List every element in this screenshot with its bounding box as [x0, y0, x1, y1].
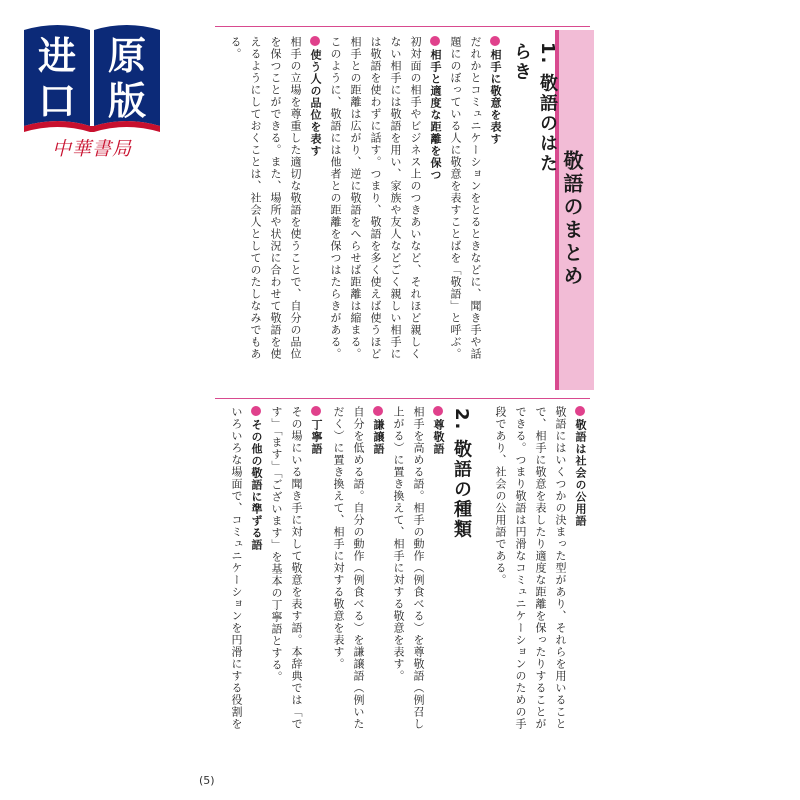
section2-intro-line3: できる。つまり敬語は円滑なコミュニケーションのための手	[514, 406, 527, 730]
section1-item2-line3: は敬語を使わずに話す。つまり、敬語を多く使えば使うほど	[369, 36, 382, 360]
section1-item3-line3: えるようにしておくことは、社会人としてのたしなみでもあ	[249, 36, 262, 360]
section1-item2-line4: 相手との距離は広がり、逆に敬語をへらせば距離は縮まる。	[349, 36, 362, 360]
page-number: (5)	[199, 774, 215, 787]
section1-item3-line2: を保つことができる。また、場所や状況に合わせて敬語を使	[269, 36, 282, 360]
section1-item3-head: 使う人の品位を表す	[305, 36, 325, 386]
section1-item3-line1: 相手の立場を尊重した適切な敬語を使うことで、自分の品位	[289, 36, 302, 360]
section1-heading: 1. 敬語のはたらき	[511, 42, 558, 174]
section1-item2-line2: ない相手には敬語を用い、家族や友人などごく親しい相手に	[389, 36, 402, 360]
publisher-name: 中華書局	[51, 138, 132, 160]
term-other-head: その他の敬語に準ずる語	[246, 406, 266, 771]
page-title: 敬語のまとめ	[560, 150, 584, 288]
section2-intro-head: 敬語は社会の公用語	[570, 406, 590, 771]
section1-item2-line1: 初対面の相手やビジネス上のつきあいなど、それほど親しく	[409, 36, 422, 360]
badge-char-1: 进	[37, 34, 76, 78]
section2-intro-line1: 敬語にはいくつかの決まった型があり、それらを用いること	[554, 406, 567, 730]
top-rule	[215, 26, 590, 27]
term-kenjougo-line1: 自分を低める語。自分の動作（例食べる）を謙譲語（例いた	[352, 406, 365, 730]
term-teineigo-line2: す」「ます」「ございます」を基本の丁寧語とする。	[270, 406, 283, 683]
section1-item1-line1: だれかとコミュニケーションをとるときなどに、聞き手や話	[469, 36, 482, 360]
term-kenjougo-head: 謙譲語	[368, 406, 388, 771]
section1-item2-head: 相手と適度な距離を保つ	[425, 36, 445, 386]
term-teineigo-line1: その場にいる聞き手に対して敬意を表す語。本辞典では「で	[290, 406, 303, 730]
term-sonkeigo-line2: 上がる）に置き換えて、相手に対する敬意を表す。	[392, 406, 405, 682]
section2-intro-line4: 段であり、社会の公用語である。	[494, 406, 507, 586]
badge-char-3: 口	[37, 79, 76, 123]
section2-intro-line2: で、相手に敬意を表したり適度な距離を保ったりすることが	[534, 406, 547, 730]
publisher-badge	[18, 16, 166, 164]
section1-item1-head: 相手に敬意を表す	[485, 36, 505, 386]
middle-rule	[215, 398, 590, 399]
term-teineigo-head: 丁寧語	[306, 406, 326, 771]
term-sonkeigo-head: 尊敬語	[428, 406, 448, 771]
badge-char-4: 版	[107, 79, 146, 123]
badge-char-2: 原	[107, 34, 146, 78]
term-other-line1: いろいろな場面で、コミュニケーションを円滑にする役割を	[230, 406, 243, 730]
section1-item1-line2: 題にのぼっている人に敬意を表すことばを「敬語」と呼ぶ。	[449, 36, 462, 360]
section1-item3-line4: る。	[229, 36, 242, 60]
term-kenjougo-line2: だく）に置き換えて、相手に対する敬意を表す。	[332, 406, 345, 670]
section1-item2-line5: このように、敬語には他者との距離を保つはたらきがある。	[329, 36, 342, 360]
term-sonkeigo-line1: 相手を高める語。相手の動作（例食べる）を尊敬語（例召し	[412, 406, 425, 730]
section2-heading: 2. 敬語の種類	[451, 408, 472, 540]
